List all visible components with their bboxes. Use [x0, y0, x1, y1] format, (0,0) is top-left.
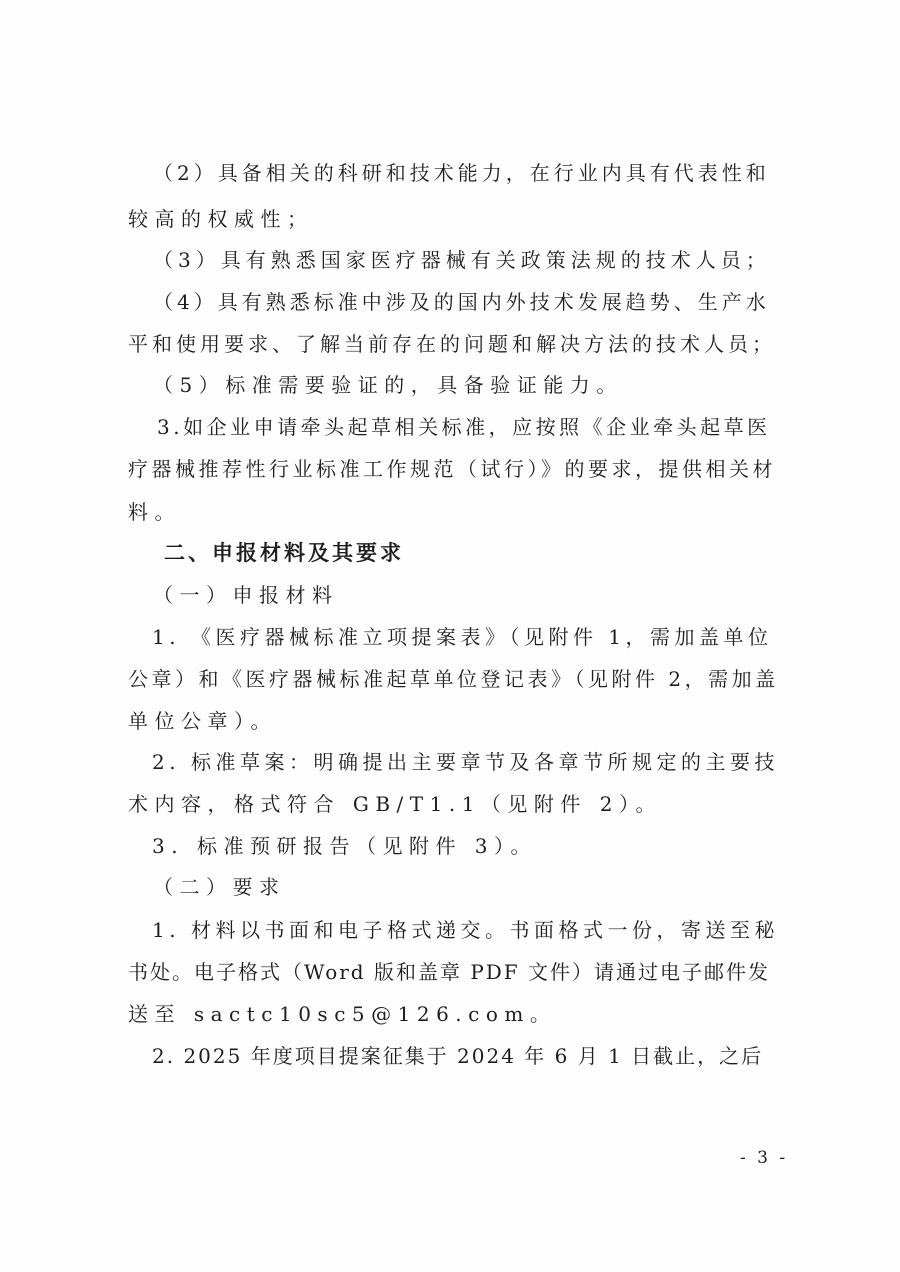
- paragraph-line: （2）具备相关的科研和技术能力，在行业内具有代表性和: [153, 161, 770, 185]
- paragraph-line: 1. 材料以书面和电子格式递交。书面格式一份，寄送至秘: [152, 918, 779, 942]
- paragraph-line: 送至 sactc10sc5@126.com。: [128, 1002, 557, 1026]
- paragraph-line: （4）具有熟悉标准中涉及的国内外技术发展趋势、生产水: [153, 290, 770, 314]
- paragraph-line: 术内容，格式符合 GB/T1.1（见附件 2）。: [128, 792, 662, 816]
- paragraph-line: 2. 标准草案：明确提出主要章节及各章节所规定的主要技: [152, 750, 779, 774]
- paragraph-line: 2. 2025 年度项目提案征集于 2024 年 6 月 1 日截止，之后: [152, 1044, 764, 1068]
- subsection-heading: （二）要求: [153, 875, 286, 899]
- paragraph-line: 3. 标准预研报告（见附件 3）。: [152, 834, 538, 858]
- paragraph-line: 1. 《医疗器械标准立项提案表》（见附件 1，需加盖单位: [152, 625, 773, 649]
- paragraph-line: （3）具有熟悉国家医疗器械有关政策法规的技术人员；: [153, 248, 771, 272]
- page-number: - 3 -: [740, 1148, 789, 1168]
- paragraph-line: 书处。电子格式（Word 版和盖章 PDF 文件）请通过电子邮件发: [128, 960, 771, 984]
- paragraph-line: 平和使用要求、了解当前存在的问题和解决方法的技术人员；: [128, 332, 776, 356]
- subsection-heading: （一）申报材料: [153, 583, 339, 607]
- section-heading: 二、申报材料及其要求: [164, 541, 404, 565]
- paragraph-line: （5）标准需要验证的，具备验证能力。: [153, 373, 623, 397]
- paragraph-line: 3.如企业申请牵头起草相关标准，应按照《企业牵头起草医: [157, 415, 771, 439]
- paragraph-line: 公章）和《医疗器械标准起草单位登记表》（见附件 2，需加盖: [128, 667, 779, 691]
- paragraph-line: 疗器械推荐性行业标准工作规范（试行）》的要求，提供相关材: [128, 457, 776, 481]
- paragraph-line: 料。: [128, 500, 181, 524]
- paragraph-line: 较高的权威性；: [128, 207, 314, 231]
- paragraph-line: 单位公章）。: [128, 709, 277, 733]
